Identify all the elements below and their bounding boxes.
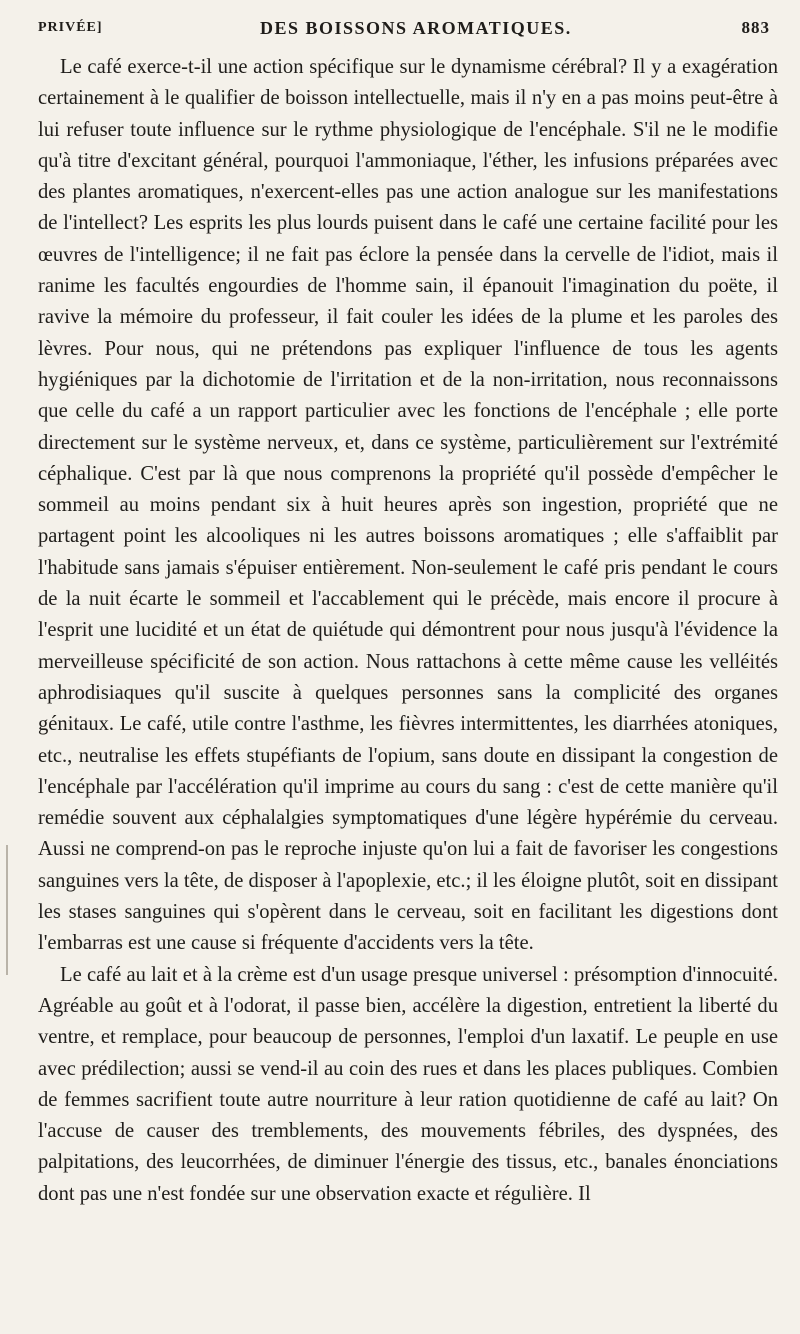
header-title: DES BOISSONS AROMATIQUES.	[260, 18, 572, 38]
body-text	[38, 52, 778, 1210]
paragraph-coffee-cerebral: Le café exerce-t-il une action spécifique sur le dynamisme cérébral? Il y a exagération certainement à le qualifier de boisson intellectuelle, mais il n'y en a pas moins peut-être à lui refuser toute influence sur le rythme physiologique de l'encéphale. S'il ne le modifie qu'à titre d'excitant général, pourquoi l'ammoniaque, l'éther, les infusions préparées avec des plantes aromatiques, n'exercent-elles pas une action analogue sur les manifestations de l'intellect? Les esprits les plus lourds puisent dans le café une certaine facilité pour les œuvres de l'intelligence; il ne fait pas éclore la pensée dans la cervelle de l'idiot, mais il ranime les facultés engourdies de l'homme sain, il épanouit l'imagination du poëte, il ravive la mémoire du professeur, il fait couler les idées de la plume et les paroles des lèvres. Pour nous, qui ne prétendons pas expliquer l'influence de tous les agents hygiéniques par la dichotomie de l'irritation et de la non-irritation, nous reconnaissons que celle du café a un rapport particulier avec les fonctions de l'encéphale ; elle porte directement sur le système nerveux, et, dans ce système, particulièrement sur l'extrémité céphalique. C'est par là que nous comprenons la propriété qu'il possède d'empêcher le sommeil au moins pendant six à huit heures après son ingestion, propriété que ne partagent point les alcooliques ni les autres boissons aromatiques ; elle s'affaiblit par l'habitude sans jamais s'épuiser entièrement. Non-seulement le café pris pendant le cours de la nuit écarte le sommeil et l'accablement qui le précède, mais encore il procure à l'esprit une lucidité et un état de quiétude qui démontrent pour nous jusqu'à l'évidence la merveilleuse spécificité de son action. Nous rattachons à cette même cause les velléités aphrodisiaques qu'il suscite à quelques personnes sans la complicité des organes génitaux. Le café, utile contre l'asthme, les fièvres intermittentes, les diarrhées atoniques, etc., neutralise les effets stupéfiants de l'opium, sans doute en dissipant la congestion de l'encéphale par l'accélération qu'il imprime au cours du sang : c'est de cette manière qu'il remédie souvent aux céphalalgies symptomatiques d'une légère hypérémie du cerveau. Aussi ne comprend-on pas le reproche injuste qu'on lui a fait de favoriser les congestions sanguines vers la tête, de disposer à l'apoplexie, etc.; il les éloigne plutôt, soit en dissipant les stases sanguines qui s'opèrent dans le cerveau, soit en facilitant les digestions dont l'embarras est une cause si fréquente d'accidents vers la tête.	[38, 56, 778, 955]
running-header	[38, 18, 778, 52]
paragraph-cafe-au-lait: Le café au lait et à la crème est d'un usage presque universel : présomption d'innocuité. Agréable au goût et à l'odorat, il passe bien, accélère la digestion, entretient la liberté du ventre, et remplace, pour beaucoup de personnes, l'emploi d'un laxatif. Le peuple en use avec prédilection; aussi se vend-il au coin des rues et dans les places publiques. Combien de femmes sacrifient toute autre nourriture à leur ration quotidienne de café au lait? On l'accuse de causer des tremblements, des mouvements fébriles, des dyspnées, des palpitations, des leucorrhées, de diminuer l'énergie des tissus, etc., banales énonciations dont pas une n'est fondée sur une observation exacte et régulière. Il	[38, 963, 778, 1205]
header-section-label: PRIVÉE]	[38, 20, 103, 35]
page-number: 883	[741, 18, 770, 37]
margin-mark	[6, 845, 8, 975]
